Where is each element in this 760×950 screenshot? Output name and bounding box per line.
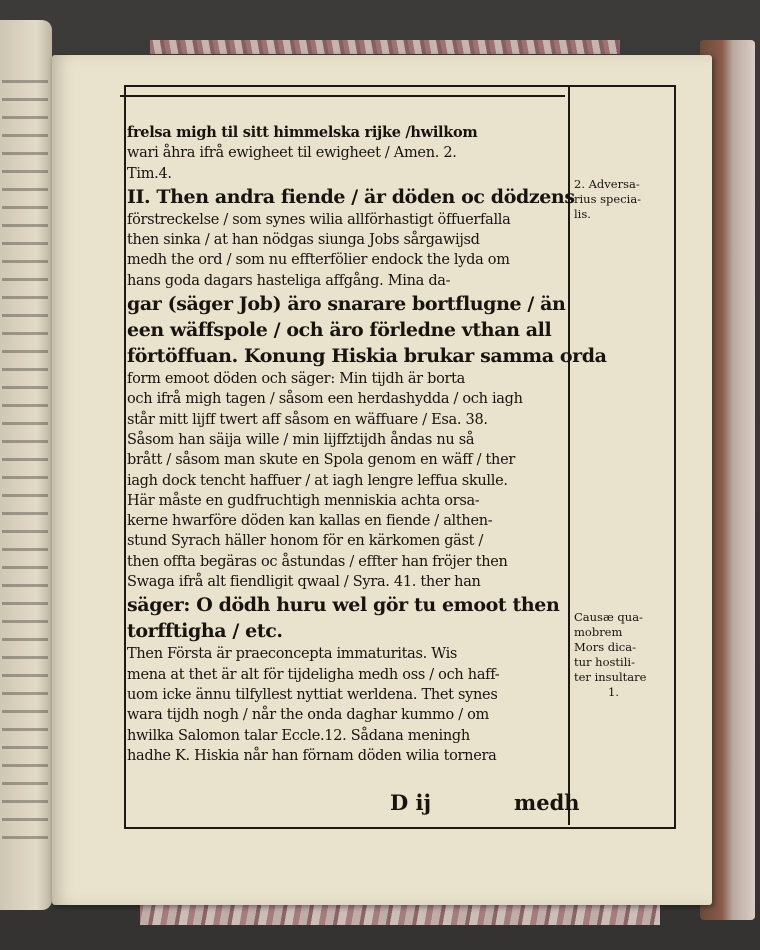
text-line: wari åhra ifrå ewigheet til ewigheet / Amen. 2. [127, 145, 457, 162]
text-line: then offta begäras oc åstundas / effter han fröjer then [127, 553, 508, 570]
text-line: frelsa migh til sitt himmelska rijke /hwilkom [127, 124, 478, 141]
catchword: medh [514, 790, 580, 815]
book-page [52, 55, 712, 905]
text-line: iagh dock tencht haffuer / at iagh lengre leffua skulle. [127, 472, 508, 489]
text-line: hadhe K. Hiskia når han förnam döden wilia tornera [127, 747, 497, 764]
text-line: och ifrå migh tagen / såsom een herdashydda / och iagh [127, 391, 523, 408]
text-line: Här måste en gudfruchtigh menniskia achta orsa- [127, 492, 480, 509]
margin-note-line: rius specia- [574, 192, 642, 206]
text-line: wara tijdh nogh / når the onda daghar kummo / om [127, 707, 489, 724]
text-line: Såsom han säija wille / min lijffztijdh åndas nu så [127, 431, 475, 448]
margin-note-causae [574, 610, 646, 700]
text-line: Swaga ifrå alt fiendligit qwaal / Syra. 41. ther han [127, 574, 481, 591]
marbled-endpaper-top [150, 40, 620, 54]
text-line: brått / såsom man skute en Spola genom en wäff / ther [127, 452, 516, 469]
text-line: medh the ord / som nu effterfölier endock the lyda om [127, 252, 510, 269]
margin-note-line: Causæ qua- [574, 610, 643, 624]
text-line: förstreckelse / som synes wilia allförhastigt öffuerfalla [127, 211, 511, 228]
text-line: een wäffspole / och äro förledne vthan all [127, 319, 552, 342]
facing-page-text [2, 80, 48, 840]
margin-note-line: mobrem [574, 625, 623, 639]
text-line: uom icke ännu tilfyllest nyttiat werldena. Thet synes [127, 686, 498, 703]
text-line: then sinka / at han nödgas siunga Jobs sårgawijsd [127, 232, 480, 249]
text-line: mena at thet är alt för tijdeligha medh oss / och haff- [127, 666, 500, 683]
text-line: torfftigha / etc. [127, 620, 283, 643]
text-line: Then Första är praeconcepta immaturitas. Wis [127, 646, 458, 663]
text-line: hans goda dagars hasteliga affgång. Mina da- [127, 272, 451, 289]
margin-note-line: 2. Adversa- [574, 177, 640, 191]
margin-note-line: ter insultare [574, 670, 647, 684]
text-line: säger: O dödh huru wel gör tu emoot then [127, 594, 560, 617]
margin-note-line: tur hostili- [574, 655, 635, 669]
margin-note-line: 1. [608, 685, 619, 699]
margin-note-line: Mors dica- [574, 640, 636, 654]
signature-mark: D ij [390, 790, 432, 815]
text-line: hwilka Salomon talar Eccle.12. Sådana meningh [127, 727, 470, 744]
text-line: förtöffuan. Konung Hiskia brukar samma orda [127, 345, 607, 368]
margin-note-adversarius [574, 177, 641, 222]
text-line: står mitt lijff twert aff såsom en wäffuare / Esa. 38. [127, 411, 488, 428]
text-line: gar (säger Job) äro snarare bortflugne / än [127, 293, 566, 316]
facing-page [0, 20, 52, 910]
text-line: Tim.4. [127, 165, 172, 182]
header-rule [120, 95, 565, 97]
text-line: kerne hwarföre döden kan kallas en fiende / althen- [127, 513, 493, 530]
text-line: II. Then andra fiende / är döden oc dödzens [127, 185, 575, 208]
text-line: form emoot döden och säger: Min tijdh är borta [127, 371, 466, 388]
margin-note-line: lis. [574, 207, 591, 221]
text-line: stund Syrach häller honom för en kärkomen gäst / [127, 533, 484, 550]
